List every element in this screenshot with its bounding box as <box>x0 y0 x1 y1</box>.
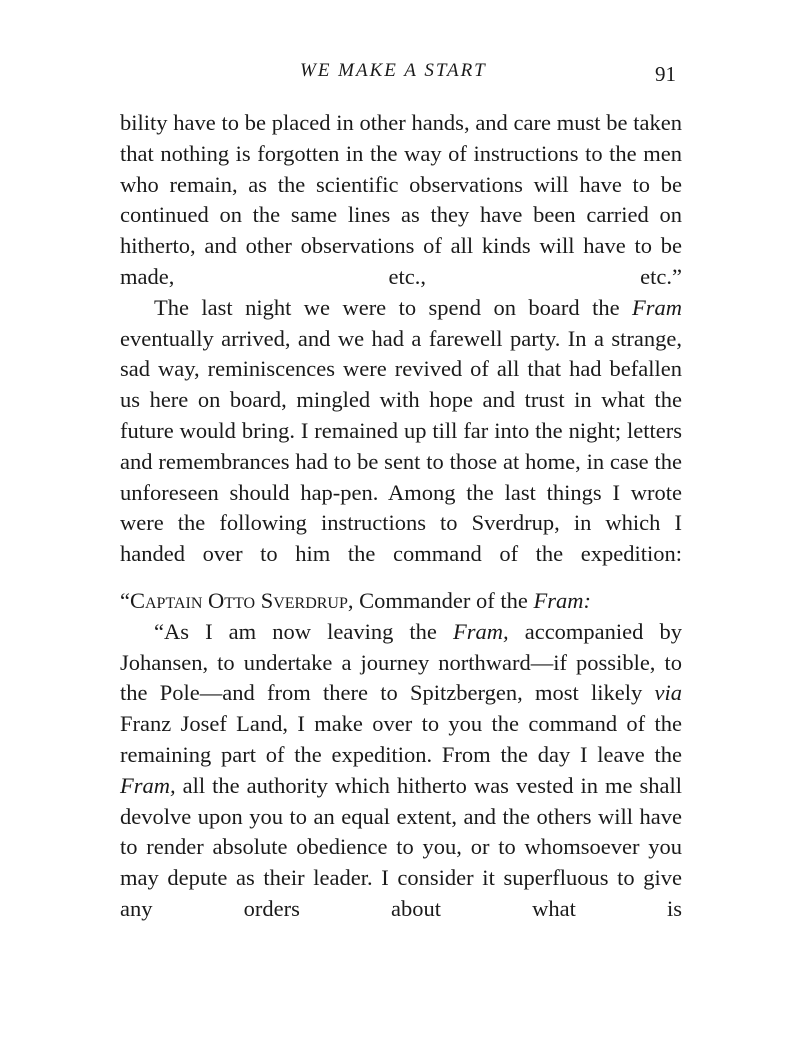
ship-name: Fram, <box>120 772 176 798</box>
body-text <box>120 108 682 925</box>
italic-word: via <box>654 680 682 706</box>
paragraph-farewell <box>120 293 682 570</box>
text-run: all the authority which hitherto was vested in me shall devolve upon you to an equal extent, and the others will have to render absolute obedience to you, or to whomsoever you may depute as their leader. I consider it superfluous to give any orders about what is <box>120 772 682 921</box>
ship-name: Fram <box>632 294 682 320</box>
text-run: accompanied by Johansen, to undertake a journey northward—if possible, to the Pole—and from there to Spitzbergen, most likely <box>120 618 682 706</box>
addressee-name: “Captain Otto Sverdrup, <box>120 587 354 613</box>
text-run: Commander of the <box>353 587 534 613</box>
text-run: Franz Josef Land, I make over to you the command of the remaining part of the expedition. From the day I leave the <box>120 711 682 767</box>
ship-name: Fram, <box>453 618 509 644</box>
text-run: eventually arrived, and we had a farewell party. In a strange, sad way, reminiscences were revived of all that had befallen us here on board, mingled with hope and trust in what the future would bring. I remained up till far into the night; letters and remembrances had to be sent to those at home, in case the unforeseen should hap-pen. Among the last things I wrote were the following instructions to Sverdrup, in which I handed over to him the command of the expedition: <box>120 325 682 567</box>
text-run: “As I am now leaving the <box>154 618 453 644</box>
letter-body <box>120 617 682 925</box>
running-title: WE MAKE A START <box>300 60 487 81</box>
page-number: 91 <box>655 62 676 86</box>
letter-salutation <box>120 586 682 617</box>
paragraph-continued: bility have to be placed in other hands, and care must be taken that nothing is forgotten in the way of instructions to the men who remain, as the scientific observations will have to be continued on the same lines as they have been carried on hitherto, and other observations of all kinds will have to be made, etc., etc.” <box>120 110 682 289</box>
ship-name: Fram: <box>533 587 591 613</box>
text-run: The last night we were to spend on board the <box>154 294 632 320</box>
